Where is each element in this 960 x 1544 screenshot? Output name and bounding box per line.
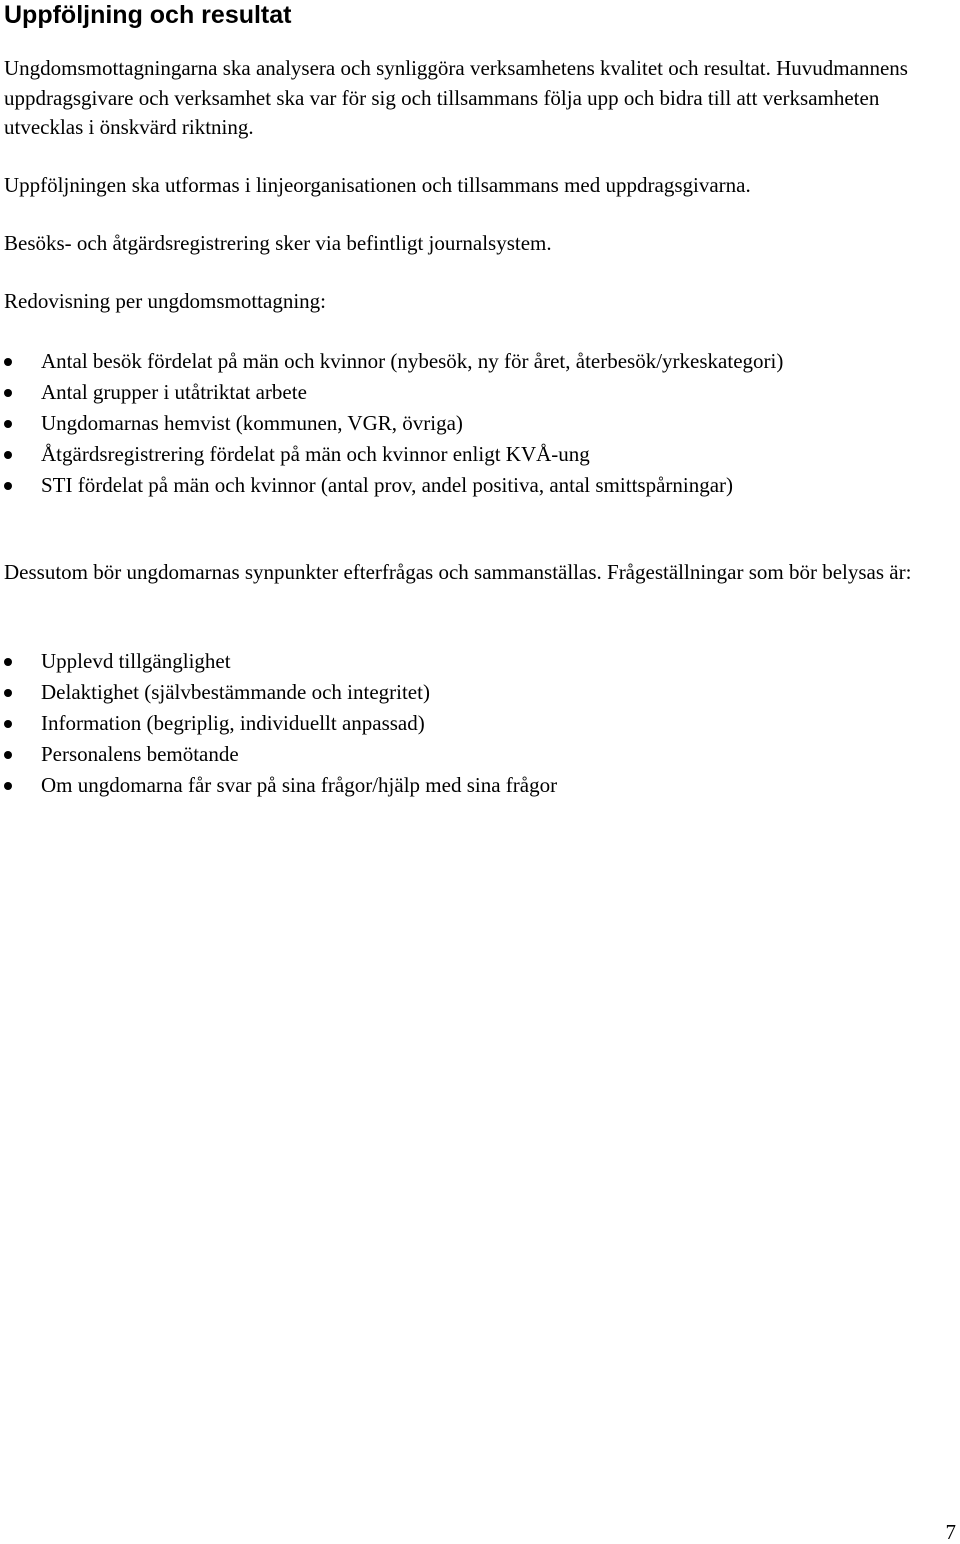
- list-item: [4, 346, 959, 377]
- opinions-paragraph: Dessutom bör ungdomarnas synpunkter efterfrågas och sammanställas. Frågeställningar som bör belysas är:: [4, 560, 912, 584]
- list-item-text: Delaktighet (självbestämmande och integritet): [41, 680, 430, 704]
- list-item-text: Upplevd tillgänglighet: [41, 649, 231, 673]
- bullet-icon: [4, 782, 12, 790]
- list-item-text: Personalens bemötande: [41, 742, 239, 766]
- registration-paragraph: Besöks- och åtgärdsregistrering sker via befintligt journalsystem.: [4, 231, 552, 255]
- list-item-text: Antal besök fördelat på män och kvinnor (nybesök, ny för året, återbesök/yrkeskategori): [41, 349, 784, 373]
- bullet-icon: [4, 389, 12, 397]
- bullet-icon: [4, 658, 12, 666]
- bullet-icon: [4, 358, 12, 366]
- list-item: [4, 470, 959, 501]
- bullet-icon: [4, 689, 12, 697]
- list-item: [4, 770, 959, 801]
- list-item-text: STI fördelat på män och kvinnor (antal prov, andel positiva, antal smittspårningar): [41, 473, 734, 497]
- questions-list: [4, 646, 959, 801]
- page-heading: Uppföljning och resultat: [4, 1, 292, 29]
- bullet-icon: [4, 482, 12, 490]
- list-item-text: Åtgärdsregistrering fördelat på män och kvinnor enligt KVÅ-ung: [41, 442, 590, 466]
- list-item: [4, 708, 959, 739]
- list-item: [4, 377, 959, 408]
- list-item: [4, 677, 959, 708]
- list-item-text: Antal grupper i utåtriktat arbete: [41, 380, 307, 404]
- list-item-text: Ungdomarnas hemvist (kommunen, VGR, övriga): [41, 411, 463, 435]
- page-number: 7: [945, 1520, 956, 1544]
- bullet-icon: [4, 720, 12, 728]
- reporting-intro-paragraph: Redovisning per ungdomsmottagning:: [4, 289, 326, 313]
- followup-paragraph: Uppföljningen ska utformas i linjeorganisationen och tillsammans med uppdragsgivarna.: [4, 173, 751, 197]
- intro-paragraph: Ungdomsmottagningarna ska analysera och synliggöra verksamhetens kvalitet och resultat. Huvudmannens uppdragsgivare och verksamhet ska var för sig och tillsammans följa upp och bidra till att verksamheten utvecklas i önskvärd riktning.: [4, 56, 908, 139]
- bullet-icon: [4, 751, 12, 759]
- list-item-text: Information (begriplig, individuellt anpassad): [41, 711, 425, 735]
- list-item: [4, 739, 959, 770]
- list-item-text: Om ungdomarna får svar på sina frågor/hjälp med sina frågor: [41, 773, 558, 797]
- list-item: [4, 646, 959, 677]
- reporting-list: [4, 346, 959, 501]
- bullet-icon: [4, 420, 12, 428]
- bullet-icon: [4, 451, 12, 459]
- list-item: [4, 439, 959, 470]
- list-item: [4, 408, 959, 439]
